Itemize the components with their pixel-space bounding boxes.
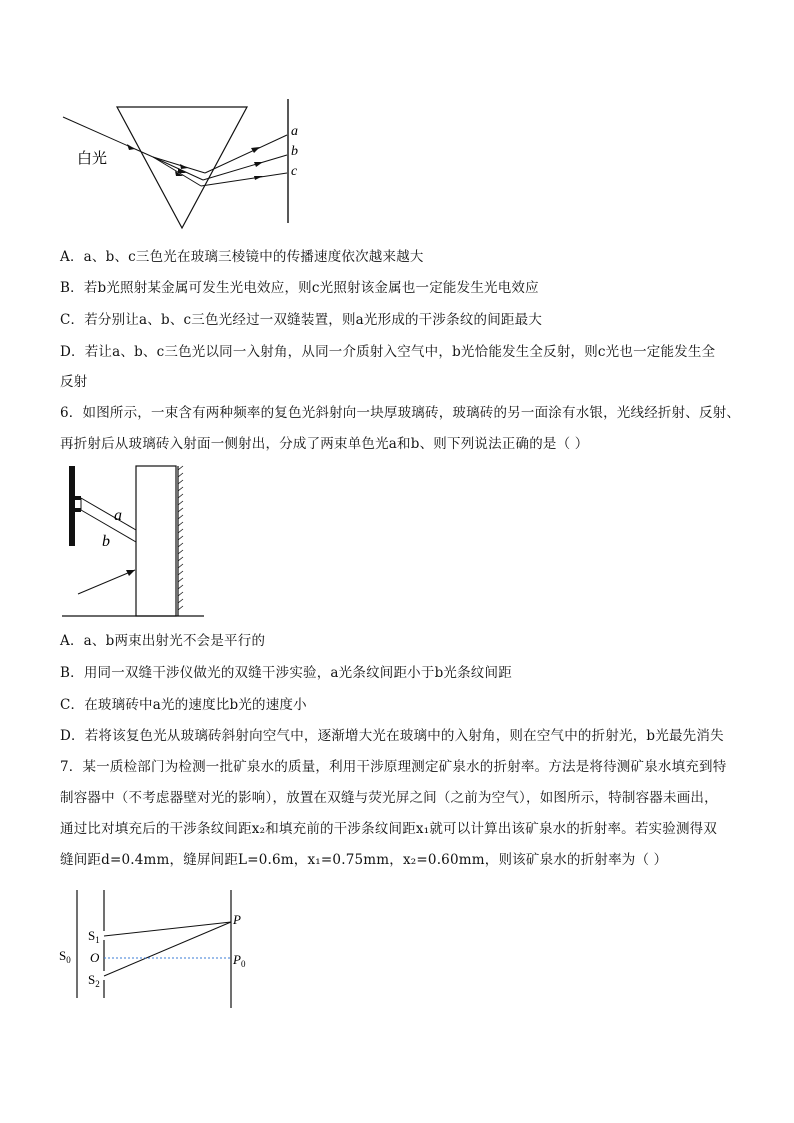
slit2-label: $S_2$ <box>88 972 100 989</box>
q5-option-c: C．若分别让a、b、c三色光经过一双缝装置，则a光形成的干涉条纹的间距最大 <box>60 312 543 328</box>
prism-dispersion-figure <box>55 95 305 235</box>
q6-option-b: B．用同一双缝干涉仪做光的双缝干涉实验，a光条纹间距小于b光条纹间距 <box>60 665 512 681</box>
slit1-label: $S_1$ <box>88 928 100 945</box>
point-p0-label: $P_0$ <box>233 952 246 969</box>
double-slit-figure <box>55 880 265 1015</box>
q5-option-d-line1: D．若让a、b、c三色光以同一入射角，从同一介质射入空气中，b光恰能发生全反射，则c光也一定能发生全 <box>60 344 716 360</box>
white-light-label: 白光 <box>77 151 108 167</box>
q7-stem-line1: 7．某一质检部门为检测一批矿泉水的质量，利用干涉原理测定矿泉水的折射率。方法是将待测矿泉水填充到特 <box>60 759 727 775</box>
q7-stem-line3: 通过比对填充后的干涉条纹间距x₂和填充前的干涉条纹间距x₁就可以计算出该矿泉水的折射率。若实验测得双 <box>60 821 718 837</box>
glass-brick <box>136 466 176 616</box>
ray-a-label: a <box>114 507 122 524</box>
q6-option-d: D．若将该复色光从玻璃砖斜射向空气中，逐渐增大光在玻璃中的入射角，则在空气中的折射光，b光最先消失 <box>60 728 724 744</box>
source-label: $S_0$ <box>59 948 71 965</box>
ray-a-label: a <box>291 124 298 139</box>
q6-stem-line1: 6．如图所示，一束含有两种频率的复色光斜射向一块厚玻璃砖，玻璃砖的另一面涂有水银，光线经折射、反射、 <box>60 405 741 421</box>
q5-option-b: B．若b光照射某金属可发生光电效应，则c光照射该金属也一定能发生光电效应 <box>60 280 539 296</box>
center-o-label: O <box>90 950 100 965</box>
q5-option-a: A．a、b、c三色光在玻璃三棱镜中的传播速度依次越来越大 <box>60 249 424 265</box>
q6-option-c: C．在玻璃砖中a光的速度比b光的速度小 <box>60 697 307 713</box>
q7-stem-line2: 制容器中（不考虑器壁对光的影响），放置在双缝与荧光屏之间（之前为空气），如图所示，特制容器未画出， <box>60 790 718 806</box>
ray-b-label: b <box>102 533 110 550</box>
q6-option-a: A．a、b两束出射光不会是平行的 <box>60 633 266 649</box>
ray-c-label: c <box>291 164 298 179</box>
ray-b-label: b <box>291 144 298 159</box>
point-p-label: P <box>233 912 241 927</box>
q6-stem-line2: 再折射后从玻璃砖入射面一侧射出，分成了两束单色光a和b、则下列说法正确的是（ ） <box>60 436 589 452</box>
glass-brick-figure <box>58 460 208 625</box>
q5-option-d-line2: 反射 <box>60 374 88 390</box>
q7-stem-line4: 缝间距d=0.4mm，缝屏间距L=0.6m，x₁=0.75mm，x₂=0.60mm，则该矿泉水的折射率为（ ） <box>60 852 668 868</box>
